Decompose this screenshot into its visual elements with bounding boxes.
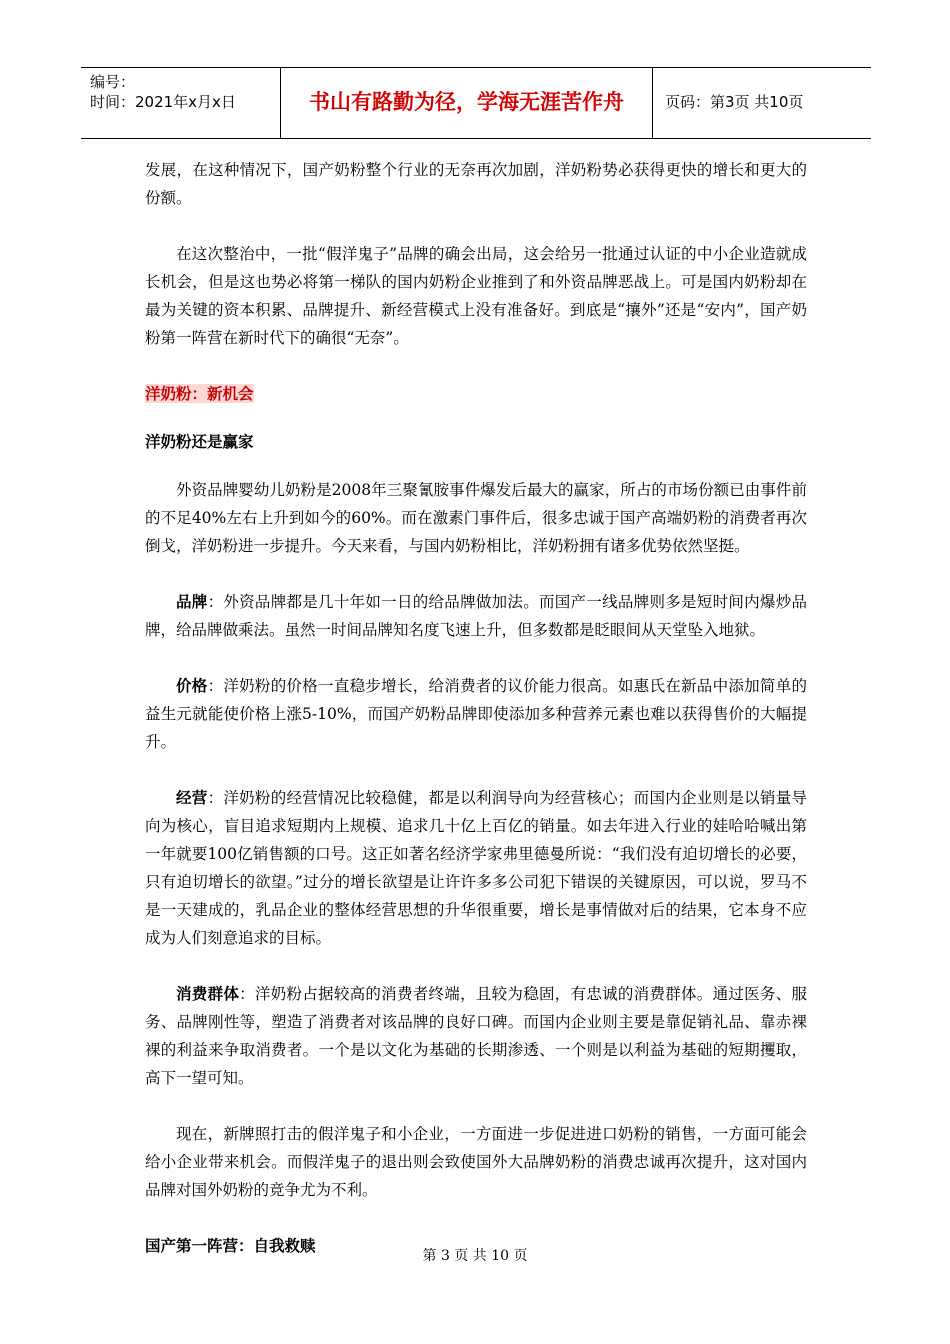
- paragraph-text: ：洋奶粉占据较高的消费者终端，且较为稳固，有忠诚的消费群体。通过医务、服务、品牌刚性等，塑造了消费者对该品牌的良好口碑。而国内企业则主要是靠促销礼品、靠赤裸裸的利益来争取消费者。一个是以文化为基础的长期渗透、一个则是以利益为基础的短期攫取，高下一望可知。: [145, 985, 807, 1087]
- paragraph: 外资品牌婴幼儿奶粉是2008年三聚氰胺事件爆发后最大的赢家，所占的市场份额已由事件前的不足40%左右上升到如今的60%。而在激素门事件后，很多忠诚于国产高端奶粉的消费者再次倒戈，洋奶粉进一步提升。今天来看，与国内奶粉相比，洋奶粉拥有诸多优势依然坚挺。: [145, 481, 807, 555]
- subsection-heading: 洋奶粉还是赢家: [145, 432, 254, 451]
- paragraph-text: ：洋奶粉的经营情况比较稳健，都是以利润导向为经营核心；而国内企业则是以销量导向为核心，盲目追求短期内上规模、追求几十亿上百亿的销量。如去年进入行业的娃哈哈喊出第一年就要100亿销售额的口号。这正如著名经济学家弗里德曼所说：“我们没有迫切增长的必要，只有迫切增长的欲望。”过分的增长欲望是让许许多多公司犯下错误的关键原因，可以说，罗马不是一天建成的，乳品企业的整体经营思想的升华很重要，增长是事情做对后的结果，它本身不应成为人们刻意追求的目标。: [145, 789, 807, 947]
- paragraph: 现在，新牌照打击的假洋鬼子和小企业，一方面进一步促进进口奶粉的销售，一方面可能会给小企业带来机会。而假洋鬼子的退出则会致使国外大品牌奶粉的消费忠诚再次提升，这对国内品牌对国外奶粉的竞争尤为不利。: [145, 1125, 807, 1199]
- paragraph: 发展，在这种情况下，国产奶粉整个行业的无奈再次加剧，洋奶粉势必获得更快的增长和更大的份额。: [145, 161, 807, 207]
- bold-label: 消费群体: [176, 984, 240, 1003]
- paragraph: [145, 980, 807, 1092]
- number-label: 编号：: [90, 73, 136, 91]
- header-meta: [81, 68, 281, 138]
- bold-label: 价格: [176, 676, 208, 695]
- document-body: [145, 156, 807, 1280]
- time-label: 时间：2021年x月x日: [90, 93, 236, 111]
- section-heading: [145, 380, 807, 408]
- paragraph-text: ：外资品牌都是几十年如一日的给品牌做加法。而国产一线品牌则多是短时间内爆炒品牌，给品牌做乘法。虽然一时间品牌知名度飞速上升，但多数都是眨眼间从天堂坠入地狱。: [145, 593, 807, 639]
- page-header: [81, 67, 871, 139]
- bold-label: 品牌: [176, 592, 208, 611]
- page-footer: 第 3 页 共 10 页: [422, 1248, 528, 1264]
- paragraph-text: ：洋奶粉的价格一直稳步增长，给消费者的议价能力很高。如惠氏在新品中添加简单的益生元就能使价格上涨5-10%，而国产奶粉品牌即使添加多种营养元素也难以获得售价的大幅提升。: [145, 677, 807, 751]
- highlighted-heading: 洋奶粉：新机会: [145, 384, 254, 403]
- paragraph: [145, 672, 807, 756]
- bold-label: 经营: [176, 788, 208, 807]
- paragraph: [145, 588, 807, 644]
- paragraph: 在这次整治中，一批“假洋鬼子”品牌的确会出局，这会给另一批通过认证的中小企业造就成长机会，但是这也势必将第一梯队的国内奶粉企业推到了和外资品牌恶战上。可是国内奶粉却在最为关键的资本积累、品牌提升、新经营模式上没有准备好。到底是“攘外”还是“安内”，国产奶粉第一阵营在新时代下的确很“无奈”。: [145, 245, 807, 347]
- header-motto: 书山有路勤为径，学海无涯苦作舟: [281, 68, 653, 138]
- header-page-label: 页码：第3页 共10页: [665, 92, 804, 111]
- paragraph: [145, 784, 807, 952]
- section-heading: 国产第一阵营：自我救赎: [145, 1236, 316, 1255]
